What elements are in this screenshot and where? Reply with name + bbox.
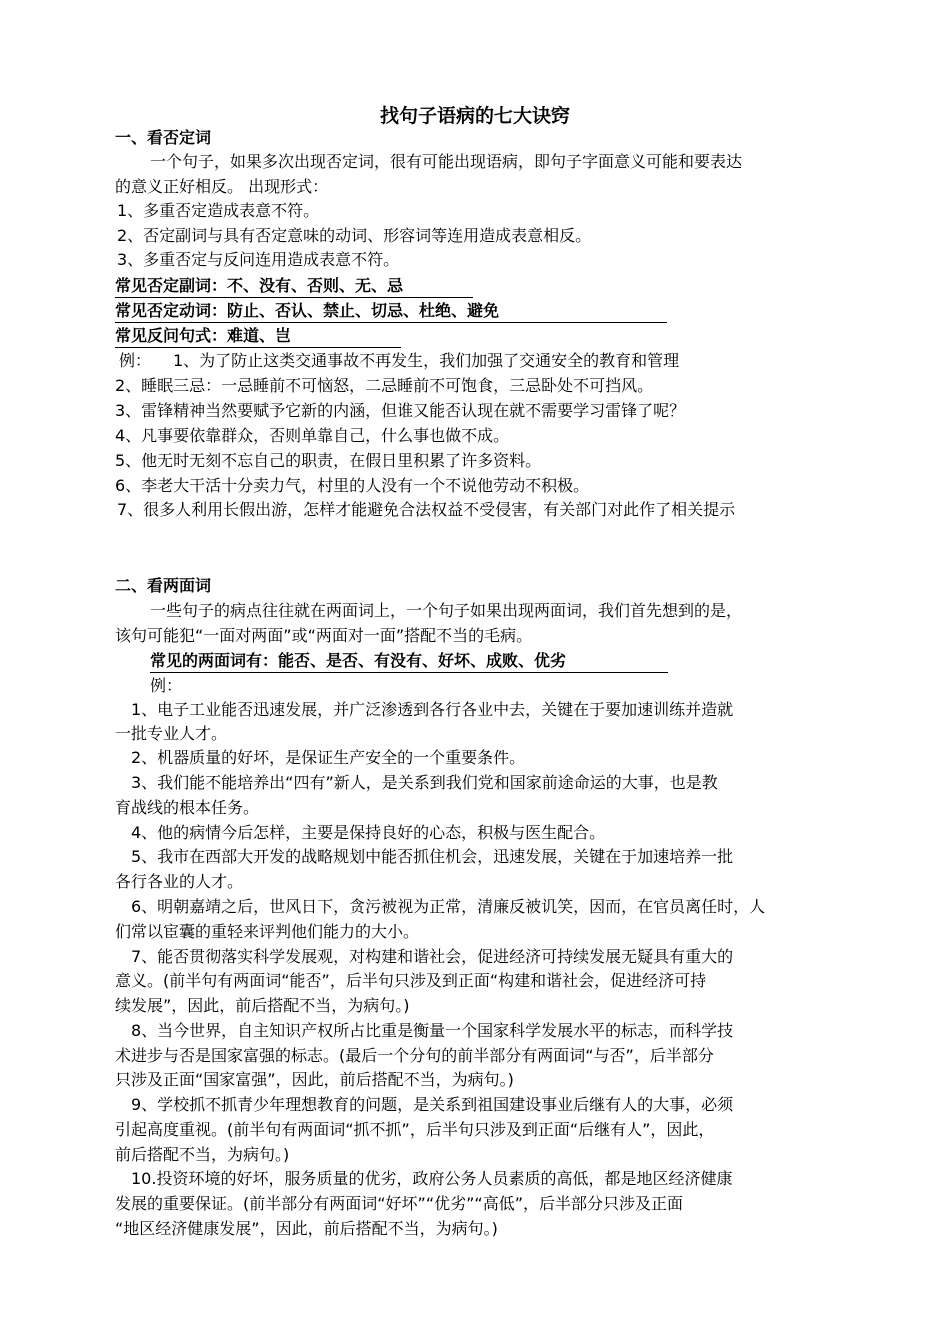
s2-line-7: 5、我市在西部大开发的战略规划中能否抓住机会，迅速发展，关键在于加速培养一批 (131, 847, 734, 866)
s2-line-3: 2、机器质量的好坏，是保证生产安全的一个重要条件。 (131, 748, 526, 767)
s2-line-15: 术进步与否是国家富强的标志。(最后一个分句的前半部分有两面词“与否”，后半部分 (115, 1046, 714, 1065)
section1-heading: 一、看否定词 (115, 128, 212, 147)
s2-line-22: “地区经济健康发展”，因此，前后搭配不当，为病句。) (115, 1219, 498, 1238)
s2-line-4: 3、我们能不能培养出“四有”新人，是关系到我们党和国家前途命运的大事，也是教 (131, 773, 718, 792)
example-2: 2、睡眠三忌：一忌睡前不可恼怒，二忌睡前不可饱食，三忌卧处不可挡风。 (115, 376, 654, 395)
s2-line-10: 们常以宦囊的重轻来评判他们能力的大小。 (115, 922, 420, 941)
common-two-sided-words: 常见的两面词有：能否、是否、有没有、好坏、成败、优劣 (150, 650, 668, 673)
s2-line-19: 前后搭配不当，为病句。) (115, 1145, 290, 1164)
s2-line-16: 只涉及正面“国家富强”，因此，前后搭配不当，为病句。) (115, 1070, 514, 1089)
s2-line-12: 意义。(前半句有两面词“能否”，后半句只涉及到正面“构建和谐社会，促进经济可持 (115, 971, 707, 990)
s2-line-9: 6、明朝嘉靖之后，世风日下，贪污被视为正常，清廉反被讥笑，因而，在官员离任时，人 (131, 897, 766, 916)
section2-intro-line2: 该句可能犯“一面对两面”或“两面对一面”搭配不当的毛病。 (115, 626, 533, 645)
s2-line-6: 4、他的病情今后怎样，主要是保持良好的心态，积极与医生配合。 (131, 823, 606, 842)
example-label: 例： (119, 351, 152, 370)
s2-line-11: 7、能否贯彻落实科学发展观，对构建和谐社会，促进经济可持续发展无疑具有重大的 (131, 947, 734, 966)
s2-line-21: 发展的重要保证。(前半部分有两面词“好坏”“优劣”“高低”，后半部分只涉及正面 (115, 1194, 683, 1213)
s2-line-18: 引起高度重视。(前半句有两面词“抓不抓”，后半句只涉及到正面“后继有人”，因此， (115, 1120, 715, 1139)
section2-example-label: 例： (150, 676, 183, 695)
example-4: 4、凡事要依靠群众，否则单靠自己，什么事也做不成。 (115, 426, 510, 445)
s2-line-20: 10.投资环境的好坏，服务质量的优劣，政府公务人员素质的高低，都是地区经济健康 (131, 1169, 733, 1188)
section2-heading: 二、看两面词 (115, 576, 212, 595)
s2-line-1: 1、电子工业能否迅速发展，并广泛渗透到各行各业中去，关键在于要加速训练并造就 (131, 700, 734, 719)
example-7: 7、很多人利用长假出游，怎样才能避免合法权益不受侵害，有关部门对此作了相关提示 (117, 500, 736, 519)
form-item-2: 2、否定副词与具有否定意味的动词、形容词等连用造成表意相反。 (117, 226, 592, 245)
example-5: 5、他无时无刻不忘自己的职责，在假日里积累了许多资料。 (115, 451, 542, 470)
example-6: 6、李老大干活十分卖力气，村里的人没有一个不说他劳动不积极。 (115, 476, 590, 495)
s2-line-14: 8、当今世界，自主知识产权所占比重是衡量一个国家科学发展水平的标志，而科学技 (131, 1021, 734, 1040)
section1-intro-line2: 的意义正好相反。 出现形式： (115, 177, 329, 196)
s2-line-17: 9、学校抓不抓青少年理想教育的问题，是关系到祖国建设事业后继有人的大事，必须 (131, 1095, 734, 1114)
section2-intro-line1: 一些句子的病点往往就在两面词上，一个句子如果出现两面词，我们首先想到的是， (150, 601, 743, 620)
example-1: 1、为了防止这类交通事故不再发生，我们加强了交通安全的教育和管理 (173, 351, 680, 370)
s2-line-13: 续发展”，因此，前后搭配不当，为病句。) (115, 996, 410, 1015)
form-item-3: 3、多重否定与反问连用造成表意不符。 (117, 250, 400, 269)
example-3: 3、雷锋精神当然要赋予它新的内涵，但谁又能否认现在就不需要学习雷锋了呢？ (115, 401, 686, 420)
common-negative-adverbs: 常见否定副词：不、没有、否则、无、忌 (115, 275, 473, 298)
common-rhetorical-patterns: 常见反问句式：难道、岂 (115, 325, 401, 348)
s2-line-8: 各行各业的人才。 (115, 872, 244, 891)
s2-line-5: 育战线的根本任务。 (115, 798, 260, 817)
section1-intro-line1: 一个句子，如果多次出现否定词，很有可能出现语病，即句子字面意义可能和要表达 (150, 152, 743, 171)
form-item-1: 1、多重否定造成表意不符。 (117, 201, 320, 220)
document-title: 找句子语病的七大诀窍 (379, 105, 570, 127)
common-negative-verbs: 常见否定动词：防止、否认、禁止、切忌、杜绝、避免 (115, 300, 667, 323)
s2-line-2: 一批专业人才。 (115, 724, 228, 743)
